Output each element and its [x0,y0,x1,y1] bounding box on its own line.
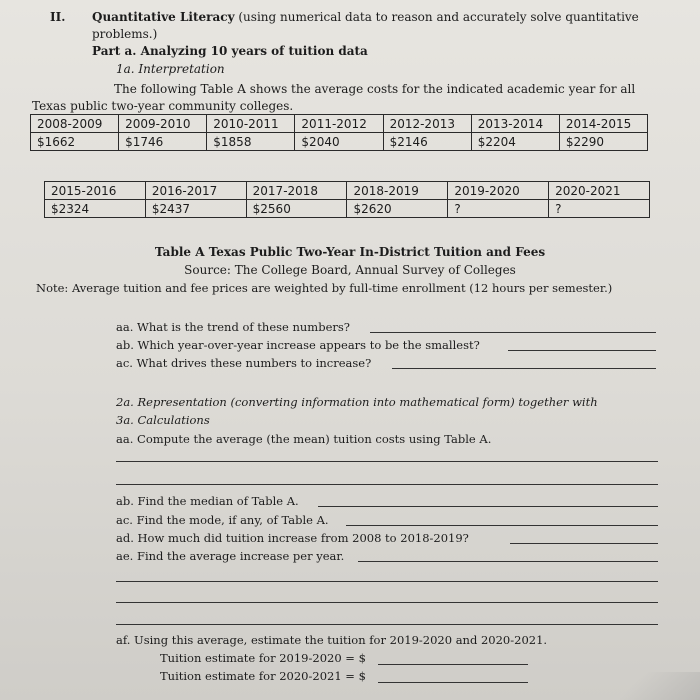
estimate-2020-2021-line[interactable] [378,682,528,683]
table1-cost-row [31,133,648,151]
table1-year-cell: 2011-2012 [295,115,383,133]
table1-cost-cell: $1662 [31,133,119,151]
table-caption [0,245,700,259]
table1-year-cell: 2008-2009 [31,115,119,133]
answer-line-ab[interactable] [508,350,656,351]
table1-year-cell: 2012-2013 [383,115,471,133]
table1-year-cell: 2013-2014 [471,115,559,133]
answer-line-calc-aa-2[interactable] [116,484,658,485]
section-title-rest: (using numerical data to reason and accurately solve quantitative [238,10,639,24]
question-aa: aa. What is the trend of these numbers? [116,320,350,334]
estimate-2020-2021-label: Tuition estimate for 2020-2021 = $ [160,669,366,683]
section-number: II. [50,10,66,24]
answer-line-aa[interactable] [370,332,656,333]
answer-line-calc-aa-1[interactable] [116,461,658,462]
answer-line-calc-ad[interactable] [510,543,658,544]
question-ab: ab. Which year-over-year increase appears to be the smallest? [116,338,480,352]
calculations-heading: 3a. Calculations [116,413,210,427]
table1-year-cell: 2014-2015 [559,115,647,133]
table1-cost-cell: $1858 [207,133,295,151]
answer-line-calc-ab[interactable] [318,506,658,507]
page-corner-shadow [590,672,700,700]
answer-line-ac[interactable] [392,368,656,369]
answer-line-calc-ae-3[interactable] [116,624,658,625]
table2-cost-cell: $2560 [246,200,347,218]
estimate-2019-2020-line[interactable] [378,664,528,665]
part-heading: Part a. Analyzing 10 years of tuition data [92,44,368,58]
table2-year-cell: 2016-2017 [145,182,246,200]
table2-cost-cell: ? [448,200,549,218]
question-calc-ae: ae. Find the average increase per year. [116,549,345,563]
answer-line-calc-ac[interactable] [346,525,658,526]
answer-line-calc-ae-2[interactable] [116,602,658,603]
table2-year-cell: 2020-2021 [549,182,650,200]
table2-year-cell: 2015-2016 [45,182,146,200]
table1-year-cell: 2010-2011 [207,115,295,133]
table2-cost-row [45,200,650,218]
table2-year-cell: 2019-2020 [448,182,549,200]
caption-source: Source: The College Board, Annual Survey of Colleges [184,263,516,277]
table2-year-cell: 2017-2018 [246,182,347,200]
tuition-table-2 [44,181,650,218]
representation-heading: 2a. Representation (converting information into mathematical form) together with [116,395,598,409]
question-calc-ab: ab. Find the median of Table A. [116,494,299,508]
table1-year-row [31,115,648,133]
table2-cost-cell: ? [549,200,650,218]
table1-cost-cell: $1746 [119,133,207,151]
table1-cost-cell: $2040 [295,133,383,151]
question-calc-ac: ac. Find the mode, if any, of Table A. [116,513,329,527]
table2-year-row [45,182,650,200]
question-calc-af: af. Using this average, estimate the tuition for 2019-2020 and 2020-2021. [116,633,548,647]
question-calc-ad: ad. How much did tuition increase from 2008 to 2018-2019? [116,531,469,545]
table2-year-cell: 2018-2019 [347,182,448,200]
question-calc-aa: aa. Compute the average (the mean) tuition costs using Table A. [116,432,492,446]
section-title: Quantitative Literacy [92,10,235,24]
table1-cost-cell: $2146 [383,133,471,151]
answer-line-calc-ae-1[interactable] [116,581,658,582]
intro-line-2: Texas public two-year community colleges. [32,99,294,113]
table2-cost-cell: $2620 [347,200,448,218]
section-heading [92,10,639,24]
interpretation-heading: 1a. Interpretation [116,62,225,76]
caption-title: Table A Texas Public Two-Year In-District Tuition and Fees [154,245,546,259]
table1-cost-cell: $2204 [471,133,559,151]
intro-line-1: The following Table A shows the average costs for the indicated academic year for all [114,82,636,96]
table1-cost-cell: $2290 [559,133,647,151]
estimate-2019-2020-label: Tuition estimate for 2019-2020 = $ [160,651,366,665]
question-ac: ac. What drives these numbers to increase? [116,356,372,370]
section-title-rest2: problems.) [92,27,158,41]
table1-year-cell: 2009-2010 [119,115,207,133]
caption-note: Note: Average tuition and fee prices are weighted by full-time enrollment (12 hours per semester.) [36,281,613,295]
table2-cost-cell: $2437 [145,200,246,218]
answer-line-calc-ae-0[interactable] [358,561,658,562]
table2-cost-cell: $2324 [45,200,146,218]
tuition-table-1 [30,114,648,151]
